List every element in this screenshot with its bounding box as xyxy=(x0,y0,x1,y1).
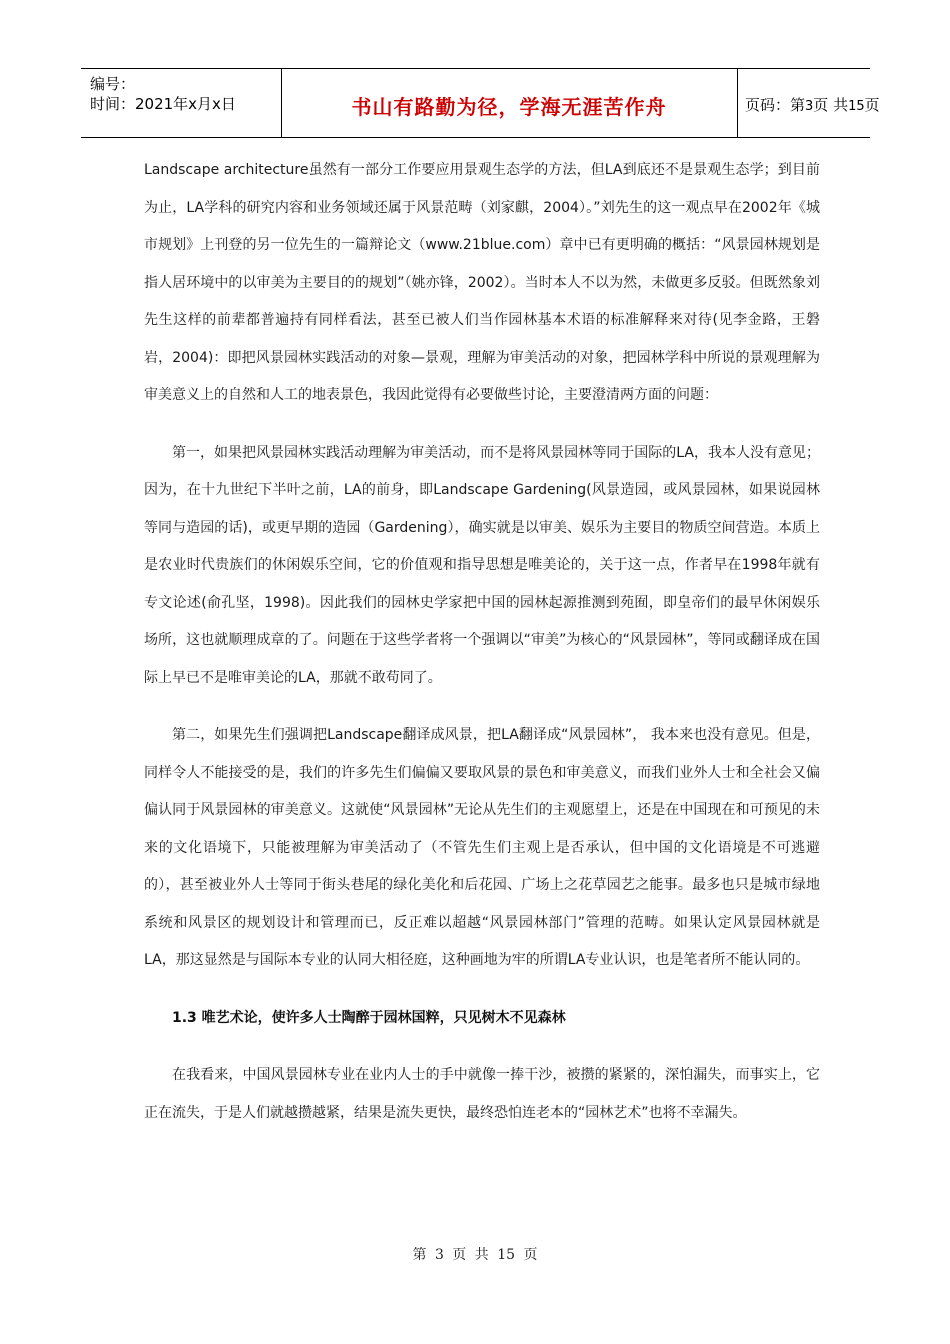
page-mid: 页 共 xyxy=(813,96,849,114)
paragraph-gap xyxy=(144,1037,820,1057)
paragraph-1: Landscape architecture虽然有一部分工作要应用景观生态学的方法，但LA到底还不是景观生态学；到目前为止，LA学科的研究内容和业务领域还属于风景范畴（刘家麒，2004）。”刘先生的这一观点早在2002年《城市规划》上刊登的另一位先生的一篇辩论文（www.21blue.com）章中已有更明确的概括：“风景园林规划是指人居环境中的以审美为主要目的的规划”（姚亦锋，2002）。当时本人不以为然，未做更多反驳。但既然象刘先生这样的前辈都普遍持有同样看法，甚至已被人们当作园林基本术语的标准解释来对待(见李金路，王磐岩，2004)：即把风景园林实践活动的对象—景观，理解为审美活动的对象，把园林学科中所说的景观理解为审美意义上的自然和人工的地表景色，我因此觉得有必要做些讨论，主要澄清两方面的问题： xyxy=(144,162,820,403)
header-motto: 书山有路勤为径，学海无涯苦作舟 xyxy=(351,95,667,119)
paragraph-gap xyxy=(144,697,820,717)
section-heading: 1.3 唯艺术论，使许多人士陶醉于园林国粹，只见树木不见森林 xyxy=(172,1009,566,1026)
header-page-code xyxy=(745,94,880,115)
header-motto-cell xyxy=(281,69,738,137)
document-date-label: 时间：2021年x月x日 xyxy=(90,95,236,113)
page-prefix: 页码：第 xyxy=(745,96,806,114)
page-total: 15 xyxy=(848,99,865,114)
page-suffix: 页 xyxy=(864,96,880,114)
document-body xyxy=(144,152,820,1132)
paragraph-4: 在我看来，中国风景园林专业在业内人士的手中就像一捧干沙，被攒的紧紧的，深怕漏失，而事实上，它正在流失，于是人们就越攒越紧，结果是流失更快，最终恐怕连老本的“园林艺术”也将不幸漏失。 xyxy=(144,1067,820,1121)
header-meta-cell xyxy=(81,69,282,137)
document-number-label: 编号： xyxy=(90,75,136,93)
paragraph-2: 第一，如果把风景园林实践活动理解为审美活动，而不是将风景园林等同于国际的LA，我本人没有意见；因为，在十九世纪下半叶之前，LA的前身，即Landscape Gardening(风景造园，或风景园林，如果说园林等同与造园的话)，或更早期的造园（Gardening），确实就是以审美、娱乐为主要目的物质空间营造。本质上是农业时代贵族们的休闲娱乐空间，它的价值观和指导思想是唯美论的，关于这一点，作者早在1998年就有专文论述(俞孔坚，1998)。因此我们的园林史学家把中国的园林起源推测到苑囿，即皇帝们的最早休闲娱乐场所，这也就顺理成章的了。问题在于这些学者将一个强调以“审美”为核心的“风景园林”，等同或翻译成在国际上早已不是唯审美论的LA，那就不敢苟同了。 xyxy=(144,444,820,686)
paragraph-gap xyxy=(144,980,820,1000)
page-footer: 第 3 页 共 15 页 xyxy=(412,1247,538,1263)
page-header xyxy=(81,68,880,138)
page-current: 3 xyxy=(805,99,814,114)
paragraph-gap xyxy=(144,415,820,435)
paragraph-3: 第二，如果先生们强调把Landscape翻译成风景，把LA翻译成“风景园林”， 我本来也没有意见。但是，同样令人不能接受的是，我们的许多先生们偏偏又要取风景的景色和审美意义，而我们业外人士和全社会又偏偏认同于风景园林的审美意义。这就使“风景园林”无论从先生们的主观愿望上，还是在中国现在和可预见的未来的文化语境下，只能被理解为审美活动了（不管先生们主观上是否承认，但中国的文化语境是不可逃避的），甚至被业外人士等同于街头巷尾的绿化美化和后花园、广场上之花草园艺之能事。最多也只是城市绿地系统和风景区的规划设计和管理而已，反正难以超越“风景园林部门”管理的范畴。如果认定风景园林就是LA，那这显然是与国际本专业的认同大相径庭，这种画地为牢的所谓LA专业认识，也是笔者所不能认同的。 xyxy=(144,727,820,968)
header-page-cell xyxy=(737,69,880,137)
